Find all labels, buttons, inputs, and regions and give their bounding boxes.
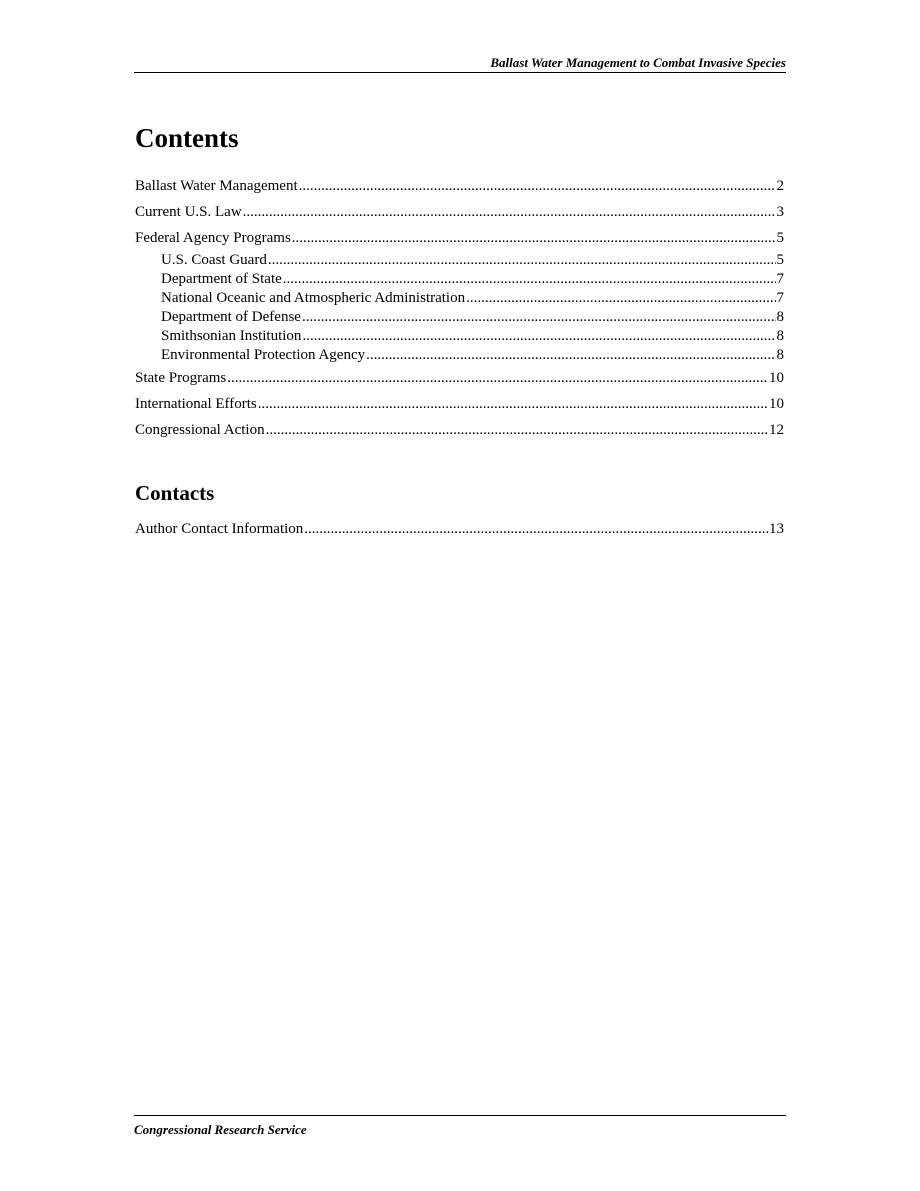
toc-entry-ballast-water-management[interactable] [135, 177, 784, 203]
toc-entry-international-efforts[interactable] [135, 395, 784, 421]
toc-entry-label: U.S. Coast Guard [161, 252, 267, 268]
toc-entry-label: Current U.S. Law [135, 204, 242, 220]
toc-leader-dots [268, 251, 776, 270]
running-header-title: Ballast Water Management to Combat Invasive Species [490, 55, 786, 70]
contents-heading: Contents [135, 123, 239, 153]
toc-entry-label: Author Contact Information [135, 521, 304, 537]
toc-entry-label: Smithsonian Institution [161, 328, 302, 344]
toc-entry-page: 5 [776, 252, 784, 268]
toc-entry-page: 10 [769, 370, 784, 386]
toc-leader-dots [366, 346, 775, 365]
toc-entry-epa[interactable] [135, 346, 784, 369]
toc-entry-page: 13 [769, 521, 784, 537]
toc-entry-current-us-law[interactable] [135, 203, 784, 229]
toc-leader-dots [243, 203, 776, 222]
toc-entry-page: 5 [776, 230, 784, 246]
toc-entry-label: Federal Agency Programs [135, 230, 291, 246]
toc-leader-dots [266, 421, 768, 440]
toc-entry-us-coast-guard[interactable] [135, 251, 784, 270]
contacts-list [135, 520, 784, 546]
table-of-contents [135, 177, 784, 447]
footer-text: Congressional Research Service [134, 1122, 307, 1137]
toc-entry-page: 8 [776, 309, 784, 325]
toc-entry-label: Congressional Action [135, 422, 265, 438]
toc-entry-smithsonian-institution[interactable] [135, 327, 784, 346]
toc-entry-label: International Efforts [135, 396, 257, 412]
toc-entry-label: State Programs [135, 370, 227, 386]
contacts-heading: Contacts [135, 481, 215, 505]
toc-entry-page: 3 [776, 204, 784, 220]
toc-entry-page: 10 [769, 396, 784, 412]
toc-entry-congressional-action[interactable] [135, 421, 784, 447]
toc-entry-page: 12 [769, 422, 784, 438]
toc-leader-dots [302, 327, 775, 346]
toc-entry-label: National Oceanic and Atmospheric Administration [161, 290, 466, 306]
toc-leader-dots [258, 395, 768, 414]
toc-leader-dots [299, 177, 776, 196]
toc-leader-dots [466, 289, 775, 308]
toc-entry-page: 7 [776, 290, 784, 306]
toc-entry-state-programs[interactable] [135, 369, 784, 395]
toc-entry-label: Ballast Water Management [135, 178, 298, 194]
toc-entry-page: 7 [776, 271, 784, 287]
toc-leader-dots [302, 308, 776, 327]
toc-entry-label: Environmental Protection Agency [161, 347, 366, 363]
toc-entry-author-contact-information[interactable] [135, 520, 784, 546]
toc-entry-page: 8 [776, 347, 784, 363]
running-header [134, 55, 786, 73]
toc-entry-page: 2 [776, 178, 784, 194]
toc-entry-label: Department of State [161, 271, 282, 287]
toc-entry-label: Department of Defense [161, 309, 301, 325]
running-footer [134, 1115, 786, 1138]
toc-entry-page: 8 [776, 328, 784, 344]
toc-leader-dots [283, 270, 776, 289]
toc-entry-noaa[interactable] [135, 289, 784, 308]
toc-leader-dots [227, 369, 768, 388]
toc-leader-dots [292, 229, 776, 248]
toc-entry-federal-agency-programs[interactable] [135, 229, 784, 251]
toc-entry-department-of-defense[interactable] [135, 308, 784, 327]
toc-leader-dots [304, 520, 768, 539]
toc-entry-department-of-state[interactable] [135, 270, 784, 289]
